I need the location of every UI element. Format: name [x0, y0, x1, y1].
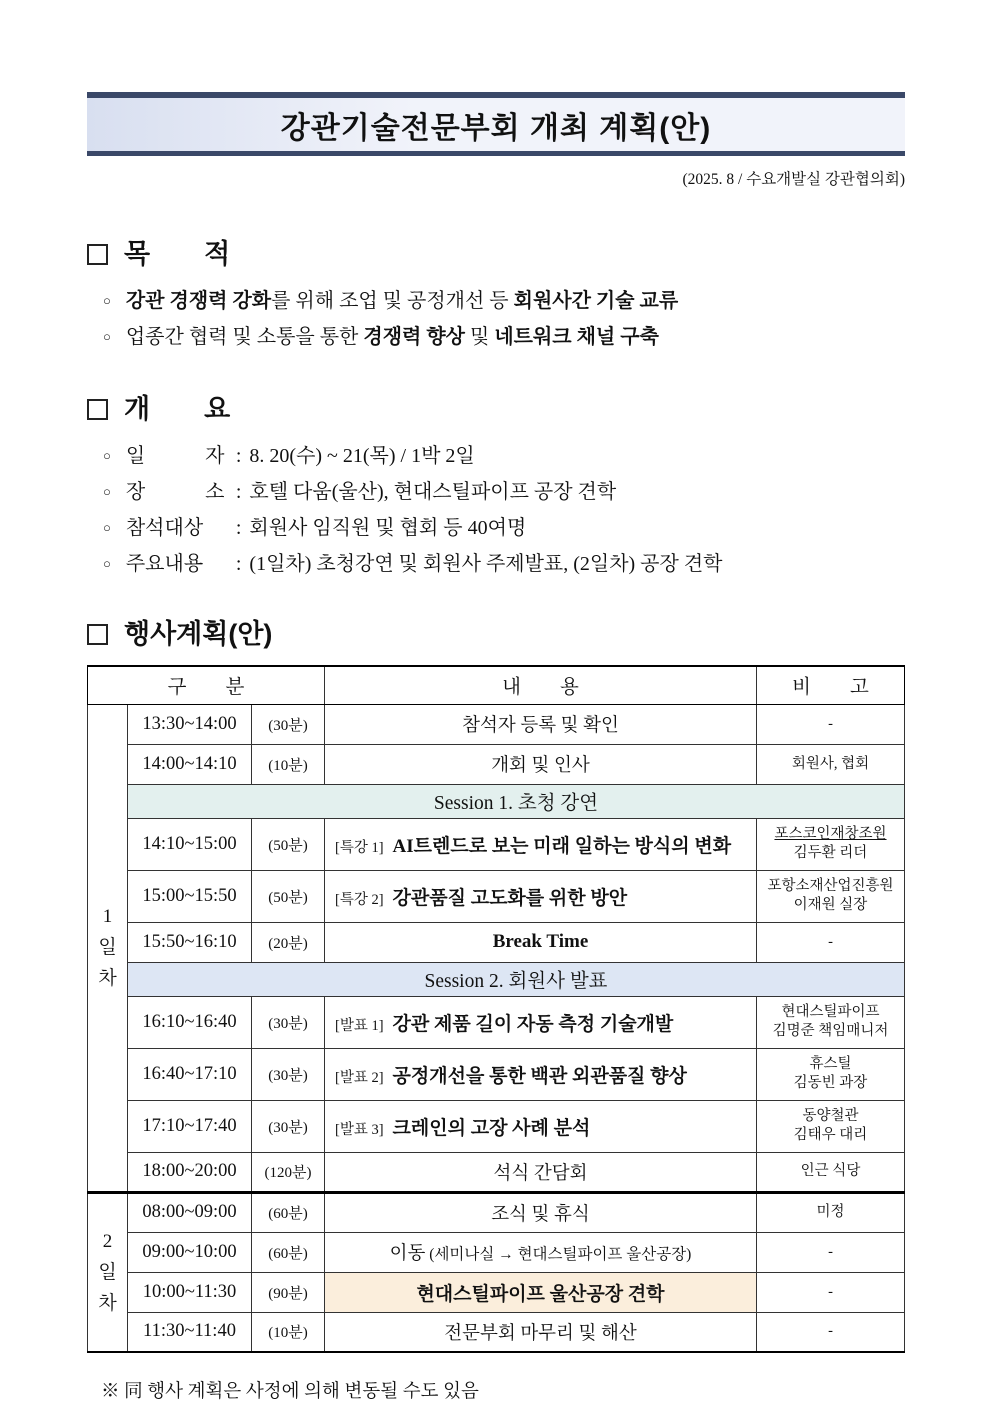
purpose-bullet	[87, 284, 905, 320]
overview-item-colon: :	[235, 517, 242, 539]
content-text: 크레인의 고장 사례 분석	[392, 1117, 591, 1139]
section-heading-overview	[87, 396, 905, 423]
session-header-cell: Session 2. 회원사 발표	[128, 962, 905, 996]
overview-item-label: 참석대상	[125, 517, 204, 539]
circle-bullet-icon: ○	[103, 520, 111, 535]
purpose-bullet-list	[87, 284, 905, 356]
duration-cell: (50분)	[252, 870, 325, 922]
remark-cell	[757, 744, 905, 784]
overview-item-colon: :	[235, 553, 242, 575]
duration-cell: (90분)	[252, 1272, 325, 1312]
content-text: 조식 및 휴식	[491, 1204, 590, 1225]
content-text: 전문부회 마무리 및 해산	[444, 1323, 637, 1344]
remark-line: -	[828, 715, 833, 732]
content-text: 이동	[389, 1244, 426, 1264]
schedule-row	[88, 818, 905, 870]
overview-item-label: 일 자	[125, 445, 225, 467]
content-prefix: [특강 2]	[335, 891, 384, 908]
content-cell	[325, 870, 757, 922]
checkbox-square-icon	[87, 624, 108, 645]
remark-cell	[757, 1232, 905, 1272]
duration-cell: (60분)	[252, 1192, 325, 1232]
content-text: 개회 및 인사	[491, 756, 590, 776]
remark-line: 회원사, 협회	[791, 755, 870, 772]
schedule-heading-label: 행사계획(안)	[124, 619, 273, 649]
content-text: AI트렌드로 보는 미래 일하는 방식의 변화	[392, 835, 732, 857]
day-label-char: 2	[102, 1230, 113, 1252]
schedule-row	[88, 1100, 905, 1152]
day-label-char: 일	[98, 937, 117, 958]
content-cell	[325, 1272, 757, 1312]
remark-line: 휴스틸	[809, 1056, 852, 1072]
time-cell: 08:00~09:00	[128, 1192, 252, 1232]
overview-item-label: 장 소	[125, 481, 225, 503]
content-cell	[325, 1152, 757, 1192]
duration-cell: (30분)	[252, 1048, 325, 1100]
content-text: 석식 간담회	[493, 1163, 588, 1184]
overview-item-value: 8. 20(수) ~ 21(목) / 1박 2일	[249, 445, 475, 467]
content-cell	[325, 922, 757, 962]
content-text: 공정개선을 통한 백관 외관품질 향상	[392, 1065, 687, 1087]
content-cell	[325, 1048, 757, 1100]
checkbox-square-icon	[87, 399, 108, 420]
content-cell	[325, 744, 757, 784]
circle-bullet-icon: ○	[103, 556, 111, 571]
time-cell: 10:00~11:30	[128, 1272, 252, 1312]
purpose-heading-label: 목 적	[124, 239, 231, 269]
overview-item-label: 주요내용	[125, 553, 204, 575]
section-heading-purpose	[87, 241, 905, 268]
schedule-tbody	[88, 704, 905, 1352]
duration-cell: (20분)	[252, 922, 325, 962]
day-label-char: 1	[102, 906, 113, 927]
duration-cell: (10분)	[252, 1312, 325, 1352]
remark-cell	[757, 1152, 905, 1192]
remark-line: -	[828, 1243, 833, 1260]
session-header-cell: Session 1. 초청 강연	[128, 784, 905, 818]
remark-line: 현대스틸파이프	[781, 1004, 880, 1020]
overview-item	[87, 439, 905, 475]
content-small-note: (세미나실 → 현대스틸파이프 울산공장)	[425, 1246, 692, 1263]
schedule-table-head	[88, 666, 905, 704]
overview-item-colon: :	[235, 445, 242, 467]
time-cell: 14:00~14:10	[128, 744, 252, 784]
time-cell: 16:10~16:40	[128, 996, 252, 1048]
remark-line: 동양철관	[802, 1108, 859, 1124]
purpose-bullet	[87, 320, 905, 356]
schedule-header-row	[88, 666, 905, 704]
content-prefix: [발표 3]	[335, 1121, 384, 1138]
schedule-row	[88, 996, 905, 1048]
content-cell	[325, 1100, 757, 1152]
duration-cell: (30분)	[252, 704, 325, 744]
day-label	[88, 1192, 128, 1352]
overview-item	[87, 547, 905, 583]
content-cell	[325, 996, 757, 1048]
duration-cell: (120분)	[252, 1152, 325, 1192]
remark-cell	[757, 1272, 905, 1312]
duration-cell: (50분)	[252, 818, 325, 870]
schedule-row	[88, 922, 905, 962]
remark-line: 김동빈 과장	[793, 1075, 868, 1091]
content-prefix: [발표 1]	[335, 1017, 384, 1034]
bold-text-segment: 강관 경쟁력 강화	[125, 290, 272, 312]
duration-cell: (30분)	[252, 1100, 325, 1152]
schedule-footnote: ※ 同 행사 계획은 사정에 의해 변동될 수도 있음	[101, 1382, 479, 1402]
content-text: 강관 제품 길이 자동 측정 기술개발	[392, 1013, 674, 1035]
schedule-row	[88, 870, 905, 922]
day-label-char: 일	[98, 1261, 117, 1283]
remark-line: 김두환 리더	[793, 845, 868, 861]
remark-line: 포스코인재창조원	[774, 826, 887, 842]
text-segment: 및	[465, 326, 495, 348]
day-label-char: 차	[98, 968, 117, 989]
schedule-table	[87, 665, 905, 1353]
remark-line: 김명준 책임매니저	[772, 1023, 889, 1039]
time-cell: 14:10~15:00	[128, 818, 252, 870]
remark-cell	[757, 1048, 905, 1100]
day-label	[88, 704, 128, 1192]
time-cell: 18:00~20:00	[128, 1152, 252, 1192]
remark-cell	[757, 704, 905, 744]
schedule-row	[88, 962, 905, 996]
overview-heading-label: 개 요	[124, 394, 231, 424]
overview-item-value: 호텔 다움(울산), 현대스틸파이프 공장 견학	[249, 481, 617, 503]
remark-line: -	[828, 933, 833, 950]
page-title: 강관기술전문부회 개최 계획(안)	[280, 111, 712, 145]
time-cell: 11:30~11:40	[128, 1312, 252, 1352]
overview-item	[87, 475, 905, 511]
remark-cell	[757, 818, 905, 870]
remark-cell	[757, 870, 905, 922]
document-page	[87, 0, 905, 1403]
schedule-row	[88, 1312, 905, 1352]
duration-cell: (30분)	[252, 996, 325, 1048]
overview-item	[87, 511, 905, 547]
content-text: 강관품질 고도화를 위한 방안	[392, 887, 628, 909]
remark-cell	[757, 1192, 905, 1232]
purpose-bullet-text	[126, 320, 659, 355]
schedule-row	[88, 1272, 905, 1312]
time-cell: 13:30~14:00	[128, 704, 252, 744]
overview-item-colon: :	[235, 481, 242, 503]
header-remark: 비 고	[757, 666, 905, 704]
content-prefix: [특강 1]	[335, 839, 384, 856]
time-cell: 15:50~16:10	[128, 922, 252, 962]
remark-line: 인근 식당	[800, 1163, 861, 1179]
remark-line: -	[828, 1283, 833, 1300]
content-text: 참석자 등록 및 확인	[462, 716, 619, 736]
purpose-bullet-text	[126, 284, 678, 319]
content-cell	[325, 1232, 757, 1272]
title-banner	[87, 92, 905, 156]
overview-item-value: (1일차) 초청강연 및 회원사 주제발표, (2일차) 공장 견학	[249, 553, 723, 575]
schedule-row	[88, 1192, 905, 1232]
content-text: Break Time	[492, 931, 589, 952]
circle-bullet-icon: ○	[103, 329, 111, 344]
circle-bullet-icon: ○	[103, 484, 111, 499]
schedule-row	[88, 744, 905, 784]
content-cell	[325, 818, 757, 870]
time-cell: 09:00~10:00	[128, 1232, 252, 1272]
checkbox-square-icon	[87, 244, 108, 265]
section-heading-schedule	[87, 621, 905, 648]
overview-item-list	[87, 439, 905, 583]
duration-cell: (60분)	[252, 1232, 325, 1272]
bold-text-segment: 회원사간 기술 교류	[513, 290, 679, 312]
schedule-row	[88, 1152, 905, 1192]
remark-cell	[757, 1312, 905, 1352]
circle-bullet-icon: ○	[103, 448, 111, 463]
content-prefix: [발표 2]	[335, 1069, 384, 1086]
remark-line: 김태우 대리	[793, 1127, 868, 1143]
remark-line: 미정	[816, 1204, 845, 1220]
text-segment: 업종간 협력 및 소통을 통한	[125, 326, 364, 348]
schedule-row	[88, 704, 905, 744]
remark-cell	[757, 996, 905, 1048]
bold-text-segment: 네트워크 채널 구축	[494, 326, 659, 348]
remark-line: 포항소재산업진흥원	[767, 878, 894, 894]
circle-bullet-icon: ○	[103, 293, 111, 308]
content-cell	[325, 1192, 757, 1232]
schedule-row	[88, 1048, 905, 1100]
duration-cell: (10분)	[252, 744, 325, 784]
schedule-row	[88, 1232, 905, 1272]
content-cell	[325, 1312, 757, 1352]
time-cell: 15:00~15:50	[128, 870, 252, 922]
remark-line: 이재원 실장	[793, 897, 868, 913]
content-text: 현대스틸파이프 울산공장 견학	[416, 1283, 665, 1305]
time-cell: 16:40~17:10	[128, 1048, 252, 1100]
document-subtitle: (2025. 8 / 수요개발실 강관협의회)	[682, 171, 905, 188]
day-label-char: 차	[98, 1292, 117, 1314]
schedule-row	[88, 784, 905, 818]
remark-line: -	[828, 1323, 833, 1340]
time-cell: 17:10~17:40	[128, 1100, 252, 1152]
overview-item-value: 회원사 임직원 및 협회 등 40여명	[249, 517, 527, 539]
remark-cell	[757, 922, 905, 962]
text-segment: 를 위해 조업 및 공정개선 등	[271, 290, 514, 312]
remark-cell	[757, 1100, 905, 1152]
bold-text-segment: 경쟁력 향상	[363, 326, 465, 348]
header-category: 구 분	[88, 666, 325, 704]
header-content: 내 용	[325, 666, 757, 704]
content-cell	[325, 704, 757, 744]
